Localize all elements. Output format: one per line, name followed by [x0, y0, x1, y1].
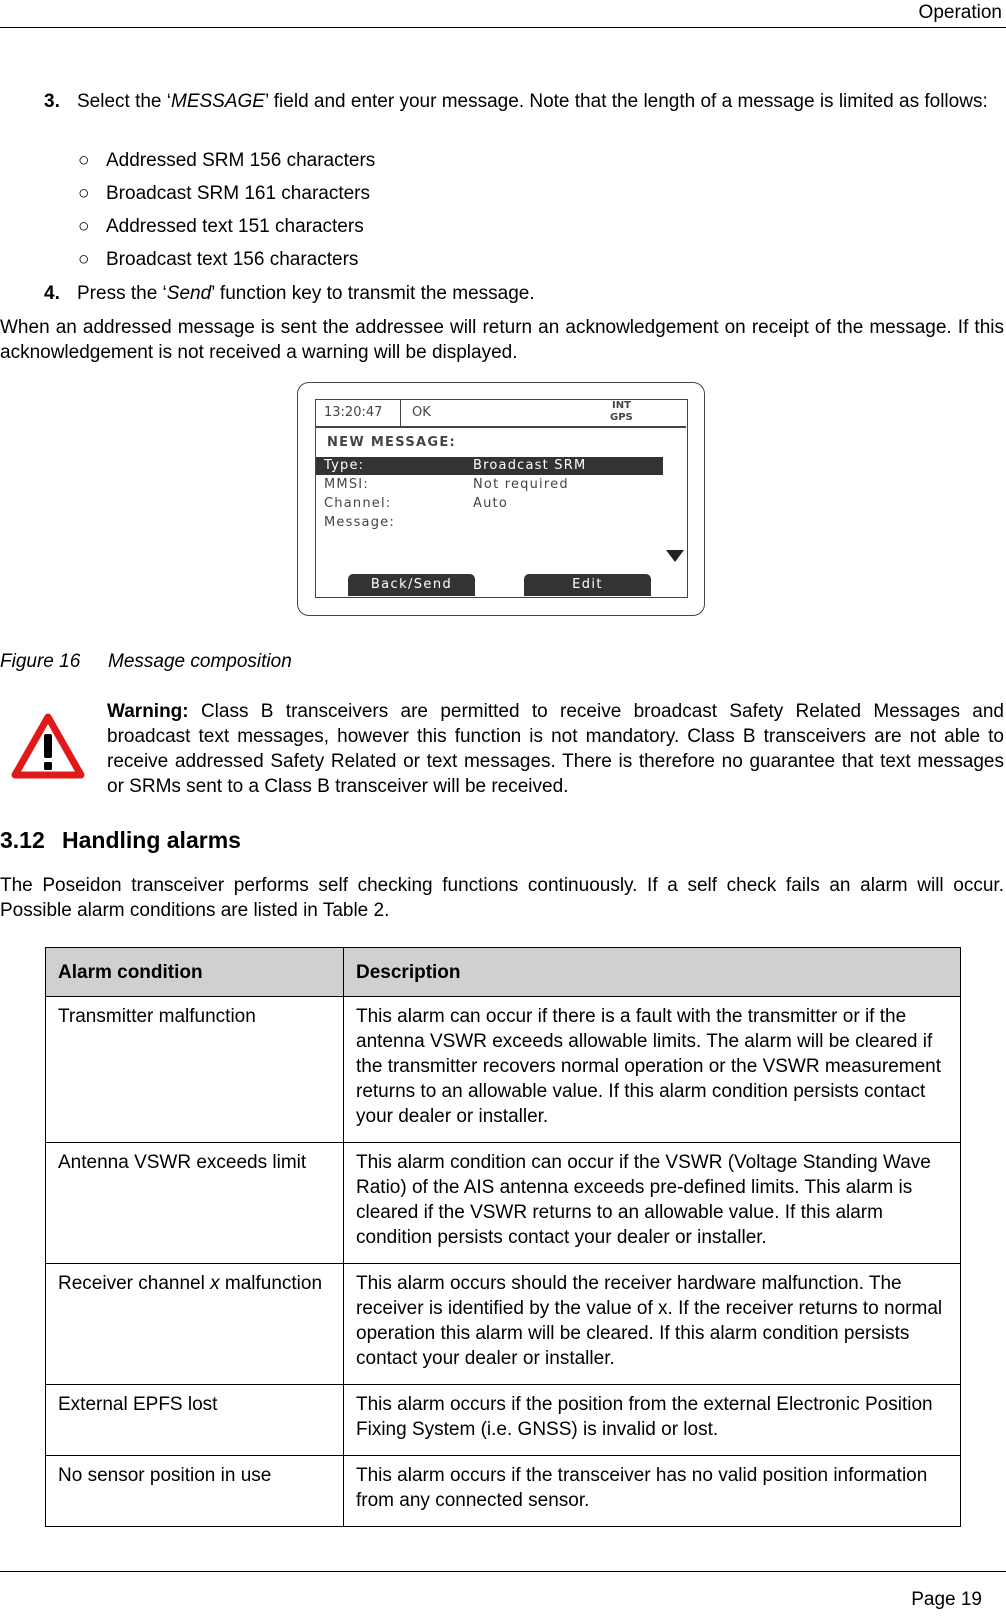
limit-text: Addressed text 151 characters — [106, 216, 364, 237]
edit-softkey[interactable]: Edit — [524, 574, 651, 596]
condition-variable: x — [210, 1273, 220, 1294]
field-label: Message: — [324, 515, 395, 530]
alarm-condition-cell: Antenna VSWR exceeds limit — [46, 1143, 344, 1264]
alarm-description-cell: This alarm occurs should the receiver hardware malfunction. The receiver is identified by the value of x. If the receiver returns to normal operation this alarm will be cleared. If this alarm condition persists contact your dealer or installer. — [344, 1264, 961, 1385]
field-row-mmsi[interactable] — [316, 476, 663, 494]
status-time: 13:20:47 — [324, 405, 383, 420]
back-send-softkey[interactable]: Back/Send — [348, 574, 475, 596]
alarm-condition-cell: Transmitter malfunction — [46, 997, 344, 1143]
limit-item — [78, 148, 375, 173]
step-number: 3. — [44, 91, 60, 112]
section-heading — [0, 826, 241, 854]
column-header-description: Description — [344, 948, 961, 997]
alarm-condition-cell: No sensor position in use — [46, 1456, 344, 1527]
header-rule — [0, 27, 1006, 28]
section-number: 3.12 — [0, 827, 45, 853]
alarm-description-cell: This alarm occurs if the transceiver has no valid position information from any connected sensor. — [344, 1456, 961, 1527]
step-3 — [44, 89, 1004, 114]
warning-triangle-icon — [11, 712, 85, 780]
status-divider — [400, 400, 401, 426]
alarm-description-cell: This alarm condition can occur if the VSWR (Voltage Standing Wave Ratio) of the AIS antenna exceeds pre-defined limits. This alarm is cleared if the VSWR returns to an allowable value. If this alarm condition persists contact your dealer or installer. — [344, 1143, 961, 1264]
limit-item — [78, 181, 370, 206]
field-value: Broadcast SRM — [473, 458, 587, 473]
field-label: Type: — [324, 458, 365, 473]
ack-paragraph: When an addressed message is sent the addressee will return an acknowledgement on receipt of the message. If this acknowledgement is not received a warning will be displayed. — [0, 317, 1004, 363]
table-row — [46, 1385, 961, 1456]
figure-title: Message composition — [108, 651, 292, 672]
alarm-condition-cell: External EPFS lost — [46, 1385, 344, 1456]
condition-text-pre: Receiver channel — [58, 1273, 211, 1294]
alarm-condition-cell — [46, 1264, 344, 1385]
field-value: Auto — [473, 496, 508, 511]
alarm-description-cell: This alarm occurs if the position from the external Electronic Position Fixing System (i.e. GNSS) is invalid or lost. — [344, 1385, 961, 1456]
alarm-description-cell: This alarm can occur if there is a fault with the transmitter or if the antenna VSWR exceeds allowable limits. The alarm will be cleared if the transmitter recovers normal operation or the VSWR measurement returns to an allowable value. If this alarm condition persists contact your dealer or installer. — [344, 997, 961, 1143]
table-row — [46, 1456, 961, 1527]
warning-note — [107, 699, 1004, 799]
field-label: MMSI: — [324, 477, 369, 492]
section-title: Handling alarms — [62, 827, 241, 853]
footer-rule — [0, 1571, 1006, 1572]
step-text-post: ’ function key to transmit the message. — [211, 283, 535, 304]
warning-body: Class B transceivers are permitted to receive broadcast Safety Related Messages and broadcast text messages, however this function is not mandatory. Class B transceivers are not able to receive addressed Safety Related or text messages. There is therefore no guarantee that text messages or SRMs sent to a Class B transceiver will be received. — [107, 701, 1004, 797]
figure-number: Figure 16 — [0, 651, 81, 672]
warning-label: Warning: — [107, 701, 189, 722]
section-intro: The Poseidon transceiver performs self checking functions continuously. If a self check fails an alarm will occur. Possible alarm conditions are listed in Table 2. — [0, 875, 1004, 921]
bullet-icon: ○ — [78, 150, 90, 171]
status-int-indicator: INT — [612, 400, 631, 411]
limit-text: Broadcast SRM 161 characters — [106, 183, 371, 204]
bullet-icon: ○ — [78, 216, 90, 237]
step-text-pre: Select the ‘ — [77, 91, 171, 112]
table-row — [46, 1143, 961, 1264]
condition-text-post: malfunction — [219, 1273, 323, 1294]
page-number: Page 19 — [911, 1589, 982, 1610]
table-row — [46, 1264, 961, 1385]
scroll-down-arrow-icon — [666, 550, 684, 562]
step-number: 4. — [44, 283, 60, 304]
field-row-channel[interactable] — [316, 495, 663, 513]
figure-caption — [0, 649, 292, 674]
running-header: Operation — [918, 2, 1002, 23]
step-field-name: MESSAGE — [171, 91, 265, 112]
step-4 — [44, 281, 535, 306]
table-row — [46, 997, 961, 1143]
limit-item — [78, 214, 364, 239]
column-header-condition: Alarm condition — [46, 948, 344, 997]
screen-title: NEW MESSAGE: — [327, 435, 456, 450]
alarms-table — [45, 947, 961, 1527]
field-row-message[interactable] — [316, 514, 663, 532]
limit-text: Addressed SRM 156 characters — [106, 150, 376, 171]
table-header-row — [46, 948, 961, 997]
step-text-pre: Press the ‘ — [77, 283, 167, 304]
step-key-name: Send — [166, 283, 212, 304]
field-value: Not required — [473, 477, 569, 492]
step-text-post: ’ field and enter your message. Note that the length of a message is limited as follows: — [264, 91, 988, 112]
bullet-icon: ○ — [78, 183, 90, 204]
status-bar — [316, 400, 686, 428]
status-gps-indicator: GPS — [610, 412, 633, 423]
bullet-icon: ○ — [78, 249, 90, 270]
device-screen — [315, 399, 688, 598]
limit-item — [78, 247, 358, 272]
status-message: OK — [412, 405, 431, 420]
field-row-type[interactable] — [316, 457, 663, 475]
field-label: Channel: — [324, 496, 392, 511]
limit-text: Broadcast text 156 characters — [106, 249, 359, 270]
